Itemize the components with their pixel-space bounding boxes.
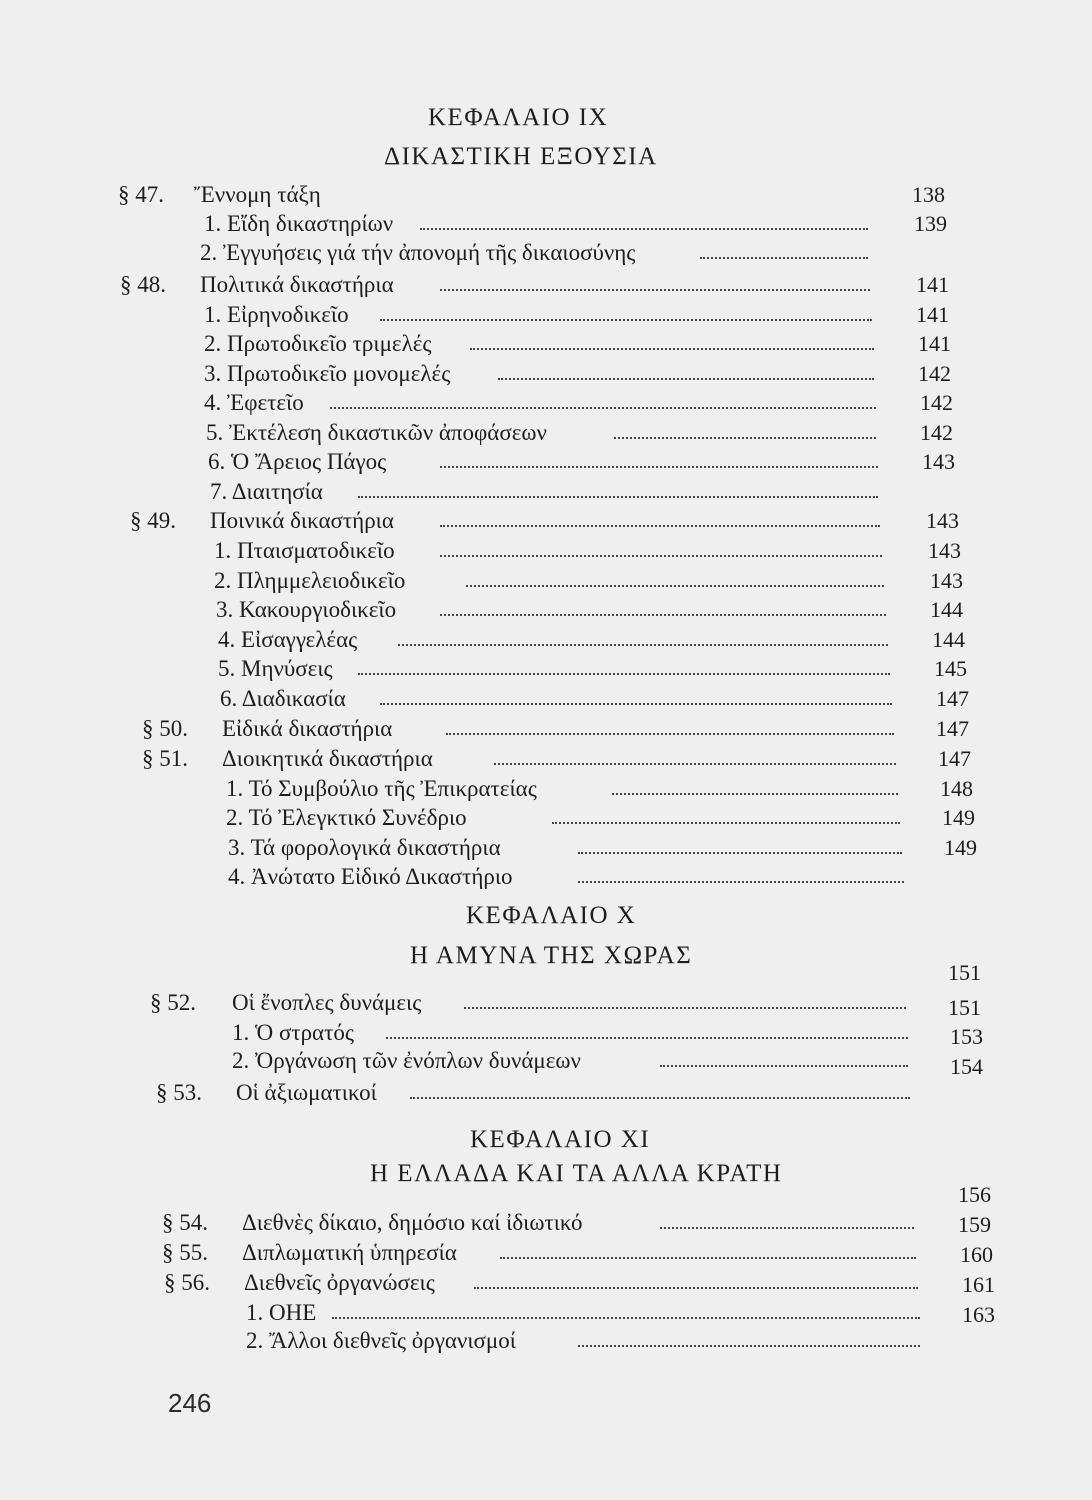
toc-entry	[0, 776, 1092, 806]
toc-entry	[0, 627, 1092, 657]
entry-page: 159	[958, 1212, 991, 1237]
entry-label: 1. Εἰρηνοδικεῖο	[204, 302, 355, 328]
entry-label: Διεθνεῖς ὀργανώσεις	[244, 1270, 441, 1296]
dot-leader	[498, 378, 874, 380]
entry-page: 147	[936, 686, 969, 711]
section-number: § 56.	[164, 1270, 210, 1295]
toc-entry	[0, 597, 1092, 627]
entry-label: Πολιτικά δικαστήρια	[200, 272, 400, 298]
entry-page: 143	[930, 568, 963, 593]
entry-page: 154	[950, 1054, 983, 1079]
dot-leader	[386, 1037, 908, 1039]
entry-label: 1. Ὁ στρατός	[232, 1020, 360, 1046]
page-number: 246	[168, 1388, 212, 1418]
entry-label: 7. Διαιτησία	[210, 479, 329, 505]
entry-label: 1. Τό Συμβούλιο τῆς Ἐπικρατείας	[226, 776, 543, 802]
section-number: § 47.	[118, 182, 164, 207]
entry-label: 4. Εἰσαγγελέας	[218, 627, 363, 653]
toc-entry	[0, 211, 1092, 241]
entry-label: 2. Πρωτοδικεῖο τριμελές	[204, 331, 438, 357]
entry-label: 6. Διαδικασία	[220, 686, 352, 712]
dot-leader	[380, 319, 872, 321]
section-number: § 49.	[130, 508, 176, 533]
dot-leader	[440, 525, 880, 527]
entry-page: 153	[950, 1024, 983, 1049]
entry-label: Εἰδικά δικαστήρια	[222, 716, 398, 742]
dot-leader	[500, 1257, 916, 1259]
entry-page: 149	[942, 805, 975, 830]
dot-leader	[494, 763, 896, 765]
chapter-title: ΚΕΦΑΛΑΙΟ XI	[470, 1126, 651, 1153]
chapter-subtitle: ΔΙΚΑΣΤΙΚΗ ΕΞΟΥΣΙΑ	[384, 143, 658, 170]
entry-page: 144	[932, 627, 965, 652]
entry-page: 161	[962, 1272, 995, 1297]
entry-page: 141	[916, 272, 949, 297]
entry-label: Ποινικά δικαστήρια	[210, 508, 400, 534]
dot-leader	[380, 703, 892, 705]
section-number: § 50.	[142, 716, 188, 741]
entry-page: 143	[928, 538, 961, 563]
entry-page: 147	[936, 716, 969, 741]
section-number: § 51.	[142, 746, 188, 771]
toc-entry	[0, 390, 1092, 420]
toc-entry	[0, 746, 1092, 776]
dot-leader	[578, 852, 902, 854]
dot-leader	[466, 585, 884, 587]
toc-entry	[0, 420, 1092, 450]
entry-label: 2. Τό Ἐλεγκτικό Συνέδριο	[226, 805, 473, 831]
entry-page: 151	[948, 995, 981, 1020]
toc-entry	[0, 240, 1092, 270]
entry-page: 160	[960, 1242, 993, 1267]
toc-entry	[0, 686, 1092, 716]
entry-label: 2. Ὀργάνωση τῶν ἐνόπλων δυνάμεων	[232, 1048, 587, 1074]
section-number: § 55.	[162, 1240, 208, 1265]
entry-page: 149	[944, 835, 977, 860]
toc-entry	[0, 182, 1092, 212]
toc-entry	[0, 835, 1092, 865]
entry-label: 2. Πλημμελειοδικεῖο	[214, 568, 411, 594]
dot-leader	[358, 496, 878, 498]
section-number: § 53.	[156, 1080, 202, 1105]
entry-page: 142	[920, 390, 953, 415]
dot-leader	[420, 228, 868, 230]
dot-leader	[470, 348, 874, 350]
section-number: § 54.	[162, 1210, 208, 1235]
toc-entry	[0, 805, 1092, 835]
entry-label: 1. ΟΗΕ	[246, 1300, 322, 1326]
entry-page: 144	[930, 597, 963, 622]
entry-label: 4. Ἀνώτατο Εἰδικό Δικαστήριο	[228, 864, 519, 890]
entry-label: 5. Μηνύσεις	[218, 656, 339, 682]
entry-page: 148	[940, 776, 973, 801]
entry-label: 2. Ἄλλοι διεθνεῖς ὀργανισμοί	[246, 1328, 522, 1354]
dot-leader	[578, 881, 904, 883]
entry-label: Διοικητικά δικαστήρια	[222, 746, 439, 772]
entry-label: Οἱ ἔνοπλες δυνάμεις	[232, 990, 427, 1016]
entry-label: 3. Κακουργιοδικεῖο	[216, 597, 402, 623]
section-number: § 48.	[120, 272, 166, 297]
toc-entry	[0, 361, 1092, 391]
entry-page: 163	[962, 1302, 995, 1327]
entry-label: 4. Ἐφετεῖο	[204, 390, 310, 416]
toc-entry	[0, 272, 1092, 302]
entry-label: 2. Ἐγγυήσεις γιά τήν ἀπονομή τῆς δικαιοσύνης	[200, 240, 641, 266]
toc-entry	[0, 716, 1092, 746]
chapter-subtitle: Η ΕΛΛΑΔΑ ΚΑΙ ΤΑ ΑΛΛΑ ΚΡΑΤΗ	[370, 1160, 783, 1187]
toc-entry	[0, 449, 1092, 479]
toc-entry	[0, 331, 1092, 361]
dot-leader	[612, 793, 898, 795]
chapter-subtitle: Η ΑΜΥΝΑ ΤΗΣ ΧΩΡΑΣ	[410, 942, 693, 969]
section-number: § 52.	[150, 990, 196, 1015]
dot-leader	[410, 1097, 910, 1099]
dot-leader	[578, 1345, 920, 1347]
entry-label: 1. Πταισματοδικεῖο	[214, 538, 401, 564]
entry-page: 141	[916, 302, 949, 327]
entry-label: 6. Ὁ Ἄρειος Πάγος	[208, 449, 392, 475]
toc-entry	[0, 568, 1092, 598]
chapter-title: ΚΕΦΑΛΑΙΟ X	[466, 902, 637, 929]
entry-label: 1. Εἴδη δικαστηρίων	[204, 211, 399, 237]
entry-page: 145	[934, 656, 967, 681]
entry-label: 3. Τά φορολογικά δικαστήρια	[228, 835, 507, 861]
entry-page: 138	[912, 182, 945, 207]
dot-leader	[700, 257, 868, 259]
toc-entry	[0, 538, 1092, 568]
entry-page: 143	[922, 449, 955, 474]
entry-page: 147	[938, 746, 971, 771]
dot-leader	[552, 822, 900, 824]
dot-leader	[440, 555, 882, 557]
dot-leader	[660, 1065, 908, 1067]
chapter-title: ΚΕΦΑΛΑΙΟ IX	[428, 104, 609, 131]
entry-page: 142	[920, 420, 953, 445]
entry-page: 142	[918, 361, 951, 386]
dot-leader	[464, 1007, 906, 1009]
entry-page: 151	[948, 960, 981, 985]
dot-leader	[358, 673, 890, 675]
toc-entry	[0, 508, 1092, 538]
dot-leader	[398, 644, 888, 646]
entry-page: 141	[918, 331, 951, 356]
dot-leader	[330, 407, 876, 409]
entry-label: 5. Ἐκτέλεση δικαστικῶν ἀποφάσεων	[206, 420, 553, 446]
dot-leader	[446, 733, 894, 735]
toc-entry	[0, 479, 1092, 509]
dot-leader	[474, 1287, 918, 1289]
dot-leader	[660, 1227, 914, 1229]
toc-entry	[0, 864, 1092, 894]
dot-leader	[440, 289, 870, 291]
entry-page: 156	[958, 1182, 991, 1207]
entry-label: Ἔννομη τάξη	[194, 182, 327, 208]
dot-leader	[332, 1317, 920, 1319]
entry-label: Διπλωματική ὑπηρεσία	[242, 1240, 463, 1266]
toc-entry	[0, 1182, 1092, 1240]
entry-page: 139	[914, 211, 947, 236]
dot-leader	[440, 466, 878, 468]
toc-entry	[0, 656, 1092, 686]
entry-label: Διεθνὲς δίκαιο, δημόσιο καί ἰδιωτικό	[242, 1210, 589, 1236]
entry-label: Οἱ ἀξιωματικοί	[236, 1080, 383, 1106]
toc-entry	[0, 960, 1092, 1020]
dot-leader	[440, 614, 886, 616]
toc-entry	[0, 302, 1092, 332]
dot-leader	[614, 437, 876, 439]
entry-label: 3. Πρωτοδικεῖο μονομελές	[204, 361, 456, 387]
entry-page: 143	[926, 508, 959, 533]
